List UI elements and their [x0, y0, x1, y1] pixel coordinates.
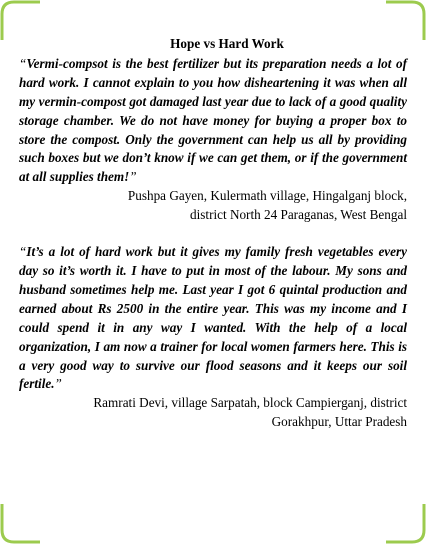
- attribution-1-line1: Pushpa Gayen, Kulermath village, Hingalganj block,: [127, 188, 407, 204]
- document-body: [19, 35, 407, 432]
- open-quote-mark: “: [19, 244, 27, 260]
- close-quote-mark: ”: [54, 376, 62, 392]
- close-quote-mark: ”: [129, 169, 137, 185]
- document-title: Hope vs Hard Work: [170, 36, 284, 51]
- testimonial-quote-1: [19, 55, 407, 187]
- attribution-1-line2: district North 24 Paraganas, West Bengal: [190, 207, 407, 223]
- open-quote-mark: “: [19, 55, 27, 71]
- frame-bottom-right-corner: [386, 504, 424, 542]
- quote-text: Vermi-compsot is the best fertilizer but its preparation needs a lot of hard work. I cannot explain to you how disheartening it was when all my vermin-compost got damaged last year due to lack of a good quality storage chamber. We do not have money for buying a proper box to store the compost. Only the government can help us all by providing such boxes but we don’t know if we can get them, or if the government at all supplies them!: [19, 55, 407, 185]
- quote-text: It’s a lot of hard work but it gives my family fresh vegetables every day so it’s worth it. I have to put in most of the labour. My sons and husband sometimes help me. Last year I got 6 quintal production and earned about Rs 2500 in the entire year. This was my income and I could spend it in any way I wanted. With the help of a local organization, I am now a trainer for local women farmers here. This is a very good way to survive our flood seasons and it keeps our soil fertile.: [19, 244, 407, 392]
- attribution-2-line1: Ramrati Devi, village Sarpatah, block Campierganj, district: [93, 395, 407, 411]
- testimonial-quote-2: [19, 243, 407, 394]
- frame-bottom-left-corner: [2, 504, 40, 542]
- section-spacer: [19, 225, 407, 243]
- attribution-2-line2: Gorakhpur, Uttar Pradesh: [271, 414, 407, 430]
